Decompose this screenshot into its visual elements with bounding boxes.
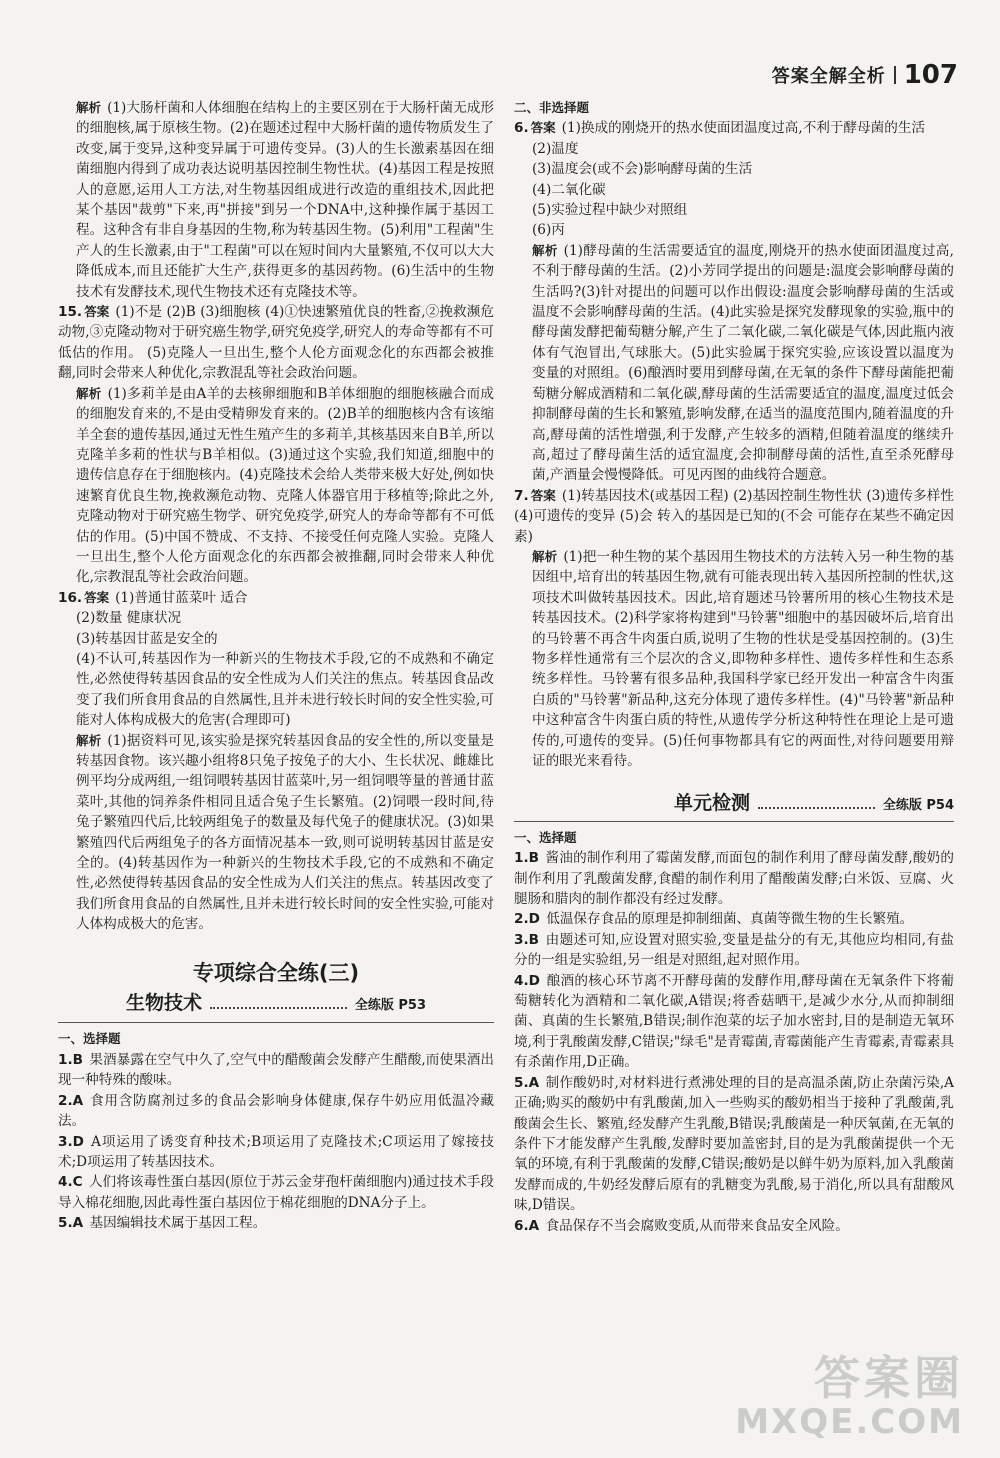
analysis-text: (1)多莉羊是由A羊的去核卵细胞和B羊体细胞的细胞核融合而成的细胞发育来的,不是由受精卵发育来的。(2)B羊的细胞核内含有该缩羊全套的遗传基因,通过无性生殖产生的多莉羊,其核基因来自B羊,所以克隆羊多莉的性状与B羊相似。(3)通过这个实验,我们知道,细胞中的遗传信息存在于细胞核内。(4)克隆技术会给人类带来极大好处,例如快速繁育优良生物,挽救濒危动物、克隆人体器官用于移植等;除此之外,克隆动物对于研究癌生物学、研究免疫学,研究人的寿命等都有不可低估的作用。(5)中国不赞成、不支持、不接受任何克隆人实验。克隆人一旦出生,整个人伦方面观念化的东西都会被推翻,同时会带来人种优化,宗教混乱等社会政治问题。: [76, 385, 494, 586]
item-text: 酿酒的核心环节离不开酵母菌的发酵作用,酵母菌在无氧条件下将葡萄糖转化为酒精和二氧化碳,A错误;将香菇晒干,是减少水分,从而抑制细菌、真菌的生长繁殖,B错误;制作泡菜的坛子加水密封,目的是制造无氧环境,利于乳酸菌发酵,C错误;"绿毛"是青霉菌,青霉菌能产生青霉素,青霉素具有杀菌作用,D正确。: [514, 972, 954, 1071]
item-text: 食用含防腐剂过多的食品会影响身体健康,保存牛奶应用低温冷藏法。: [58, 1092, 494, 1130]
choice-item: [58, 1132, 494, 1173]
item-text: 基因编辑技术属于基因工程。: [89, 1215, 267, 1232]
site-watermark: [735, 1352, 964, 1440]
answer-label: 答案: [530, 120, 556, 136]
divider: [514, 821, 954, 822]
q7-answer: [514, 486, 954, 547]
item-text: A项运用了诱变育种技术;B项运用了克隆技术;C项运用了嫁接技术;D项运用了转基因技术。: [58, 1133, 494, 1170]
answer-line: (1)换成的刚烧开的热水使面团温度过高,不利于酵母菌的生活: [561, 120, 926, 137]
answer-line: (5)实验过程中缺少对照组: [532, 202, 688, 219]
item-number: 5.A: [514, 1074, 540, 1091]
choice-answers-right: [514, 848, 954, 1236]
analysis-text: (1)酵母菌的生活需要适宜的温度,刚烧开的热水使面团温度过高,不利于酵母菌的生活。(2)小芳同学提出的问题是:温度会影响酵母菌的生活吗?(3)针对提出的问题可以作出假设:温度会影响酵母菌的生活或温度不会影响酵母菌的生活。(4)此实验是探究发酵现象的实验,瓶中的酵母菌发酵把葡萄糖分解,产生了二氧化碳,二氧化碳是气体,因此瓶内液体有气泡冒出,气球胀大。(5)此实验属于探究实验,应该设置以温度为变量的对照组。(6)酿酒时要用到酵母菌,在无氧的条件下酵母菌能把葡萄糖分解成酒精和二氧化碳,酵母菌的生活需要适宜的温度,温度过低会抑制酵母菌的生长和繁殖,影响发酵,在适当的温度范围内,随着温度的升高,酵母菌的活性增强,利于发酵,产生较多的酒精,但随着温度的继续升高,超过了酵母菌生活的适宜温度,会抑制酵母菌的活性,直至杀死酵母菌,产酒量会慢慢降低。可见丙图的曲线符合题意。: [532, 242, 954, 484]
unit-page-ref: 全练版 P54: [882, 798, 954, 814]
section-title: 生物技术: [126, 992, 203, 1015]
watermark-logo-text: 答案圈: [814, 1351, 964, 1405]
question-number: 7.: [514, 487, 529, 504]
unit-title: 单元检测: [674, 792, 751, 815]
answer-text: (1)不是 (2)B (3)细胞核 (4)①快速繁殖优良的牲畜,②挽救濒危动物,③克隆动物对于研究癌生物学,研究免疫学,研究人的寿命等都有不可低估的作用。 (5)克隆人一旦出生,整个人伦方面观念化的东西都会被推翻,同时会带来人种优化,宗教混乱等社会政治问题。: [58, 304, 494, 382]
page-number: 107: [903, 60, 958, 90]
answer-line: (3)转基因甘蓝是安全的: [76, 630, 218, 647]
choice-item: [58, 1172, 494, 1213]
answer-label: 答案: [530, 487, 556, 503]
item-text: 果酒暴露在空气中久了,空气中的醋酸菌会发酵产生醋酸,而使果酒出现一种特殊的酸味。: [58, 1051, 495, 1089]
answer-label: 答案: [84, 304, 110, 320]
choice-item: [58, 1050, 494, 1091]
item-number: 6.A: [514, 1217, 540, 1234]
item-number: 3.B: [514, 931, 539, 948]
leader-dots: [758, 807, 875, 809]
q16-analysis: [58, 731, 494, 935]
answer-line: (4)二氧化碳: [532, 181, 606, 198]
item-number: 1.B: [514, 850, 539, 867]
choice-section-label: 一、选择题: [58, 1031, 121, 1047]
question-number: 15.: [58, 304, 83, 321]
item-number: 2.A: [58, 1092, 84, 1109]
q14-analysis: [58, 98, 494, 302]
answer-line: (1)普通甘蓝菜叶 适合: [115, 589, 248, 606]
choice-item: [58, 1213, 494, 1233]
answer-label: 答案: [84, 589, 110, 605]
item-text: 酱油的制作利用了霉菌发酵,而面包的制作利用了酵母菌发酵,酸奶的制作利用了乳酸菌发酵,食醋的制作利用了醋酸菌发酵;白米饭、豆腐、火腿肠和腊肉的制作都没有经过发酵。: [514, 850, 954, 908]
answer-line: (2)温度: [532, 140, 579, 157]
answer-line: (6)丙: [532, 222, 565, 239]
analysis-label: 解析: [532, 242, 558, 258]
answer-line: (4)不认可,转基因作为一种新兴的生物技术手段,它的不成熟和不确定性,必然使得转基因食品的安全性成为人们关注的焦点。转基因食品改变了我们所食用食品的自然属性,且并未进行较长时间的安全性实验,可能对人体构成极大的危害(合理即可): [76, 650, 494, 729]
question-number: 6.: [514, 120, 529, 137]
analysis-label: 解析: [76, 100, 102, 115]
choice-item: [514, 930, 954, 971]
page-header: [772, 60, 958, 90]
special-section-title: 专项综合全练(三): [192, 960, 360, 985]
analysis-text: (1)把一种生物的某个基因用生物技术的方法转入另一种生物的基因组中,培育出的转基因生物,就有可能表现出转入基因所控制的性状,这项技术叫做转基因技术。因此,培育题述马铃薯所用的核心生物技术是转基因技术。(2)科学家将构建到"马铃薯"细胞中的基因破坏后,培育出的马铃薯不再含牛肉蛋白质,说明了生物的性状是受基因控制的。(3)生物多样性通常有三个层次的含义,即物种多样性、遗传多样性和生态系统多样性。马铃薯有很多品种,我国科学家已经开发出一种富含牛肉蛋白质的"马铃薯"新品种,这充分体现了遗传多样性。(4)"马铃薯"新品种中这种富含牛肉蛋白质的特性,从遗传学分析这种特性在理论上是可遗传的,可遗传的变异。(5)任何事物都具有它的两面性,对待问题要用辩证的眼光来看待。: [532, 548, 954, 769]
choice-item: [514, 1216, 954, 1236]
choice-item: [58, 1091, 494, 1132]
choice-section-label: 一、选择题: [514, 829, 577, 845]
right-column: [514, 98, 954, 1236]
choice-item: [514, 971, 954, 1073]
nonchoice-section-label: 二、非选择题: [514, 100, 590, 115]
question-number: 16.: [58, 589, 83, 606]
q15-analysis: [58, 384, 494, 588]
item-number: 1.B: [58, 1051, 83, 1068]
answer-text: (1)转基因技术(或基因工程) (2)基因控制生物性状 (3)遗传多样性 (4)可遗传的变异 (5)会 转入的基因是已知的(不会 可能存在某些不确定因素): [514, 487, 954, 545]
unit-heading: [514, 793, 954, 816]
analysis-label: 解析: [532, 548, 558, 564]
item-number: 2.D: [514, 911, 540, 928]
section-page-ref: 全练版 P53: [354, 998, 426, 1014]
q16-answer: [58, 588, 494, 608]
item-number: 4.C: [58, 1174, 83, 1191]
header-title: 答案全解全析: [771, 66, 886, 87]
leader-dots: [210, 1007, 347, 1009]
analysis-text: (1)大肠杆菌和人体细胞在结构上的主要区别在于大肠杆菌无成形的细胞核,属于原核生物。(2)在题述过程中大肠杆菌的遗传物质发生了改变,属于变异,这种变异属于可遗传变异。(3)人的生长激素基因在细菌细胞内得到了成功表达说明基因控制生物性状。(4)基因工程是按照人的意愿,运用人工方法,对生物基因组成进行改造的重组技术,因此把某个基因"裁剪"下来,再"拼接"到另一个DNA中,这种操作属于基因工程。这种含有非自身基因的生物,称为转基因生物。(5)利用"工程菌"生产人的生长激素,由于"工程菌"可以在短时间内大量繁殖,不仅可以大大降低成本,而且还能扩大生产,获得更多的基因药物。(6)生活中的生物技术有发酵技术,现代生物技术还有克隆技术等。: [76, 100, 494, 300]
q15-answer: [58, 302, 494, 384]
item-text: 由题述可知,应设置对照实验,变量是盐分的有无,其他应均相同,有盐分的一组是实验组,另一组是对照组,起对照作用。: [514, 931, 954, 969]
item-text: 人们将该毒性蛋白基因(原位于苏云金芽孢杆菌细胞内)通过技术手段导入棉花细胞,因此毒性蛋白基因位于棉花细胞的DNA分子上。: [58, 1174, 495, 1211]
divider: [58, 1022, 494, 1023]
choice-item: [514, 1073, 954, 1216]
left-column: [58, 98, 494, 1234]
section-heading: [126, 993, 426, 1016]
analysis-text: (1)据资料可见,该实验是探究转基因食品的安全性的,所以变量是转基因食物。该兴趣小组将8只兔子按兔子的大小、生长状况、雌雄比例平均分成两组,一组饲喂转基因甘蓝菜叶,另一组饲喂等量的普通甘蓝菜叶,其他的饲养条件相同且适合兔子生长繁殖。(2)饲喂一段时间,待兔子繁殖四代后,比较两组兔子的数量及每代兔子的健康状况。(3)如果繁殖四代后两组兔子的各方面情况基本一致,则可说明转基因甘蓝是安全的。(4)转基因作为一种新兴的生物技术手段,它的不成熟和不确定性,必然使得转基因食品的安全性成为人们关注的焦点。转基因改变了我们所食用食品的自然属性,且并未进行较长时间的安全性实验,可能对人体构成极大的危害。: [76, 732, 494, 933]
item-number: 3.D: [58, 1133, 84, 1150]
item-text: 低温保存食品的原理是抑制细菌、真菌等微生物的生长繁殖。: [546, 911, 914, 928]
header-divider: [894, 66, 896, 84]
answer-line: (2)数量 健康状况: [76, 610, 182, 627]
item-text: 制作酸奶时,对材料进行煮沸处理的目的是高温杀菌,防止杂菌污染,A正确;购买的酸奶中有乳酸菌,加入一些购买的酸奶相当于接种了乳酸菌,乳酸菌会生长、繁殖,经发酵产生乳酸,B错误;乳酸菌是一种厌氧菌,在无氧的条件下才能发酵产生乳酸,发酵时要加盖密封,目的是为乳酸菌提供一个无氧的环境,有利于乳酸菌的发酵,C错误;酸奶是以鲜牛奶为原料,加入乳酸菌发酵而成的,牛奶经发酵后原有的乳糖变为乳酸,易于消化,所以具有甜酸风味,D错误。: [514, 1074, 955, 1214]
item-number: 4.D: [514, 972, 540, 989]
answer-line: (3)温度会(或不会)影响酵母菌的生活: [532, 161, 753, 178]
analysis-label: 解析: [76, 385, 102, 401]
q6-answer: [514, 118, 954, 138]
analysis-label: 解析: [76, 732, 102, 748]
watermark-url: MXQE.COM: [735, 1402, 964, 1442]
choice-answers-left: [58, 1050, 494, 1234]
q7-analysis: [514, 547, 954, 771]
item-number: 5.A: [58, 1215, 84, 1232]
choice-item: [514, 909, 954, 929]
item-text: 食品保存不当会腐败变质,从而带来食品安全风险。: [545, 1217, 849, 1234]
q6-analysis: [514, 241, 954, 486]
choice-item: [514, 848, 954, 909]
